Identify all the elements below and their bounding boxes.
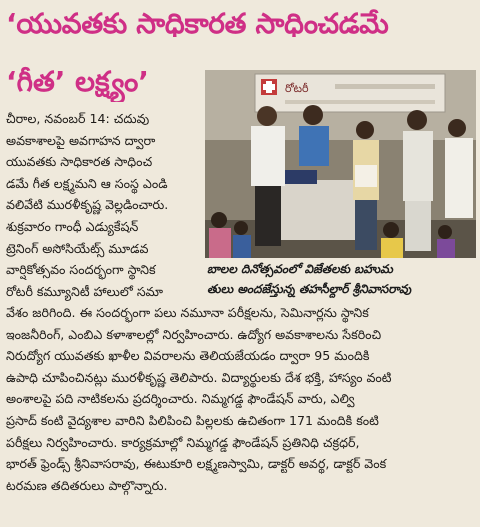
column-line: రోటరీ కమ్యూనిటీ హాలులో సమా: [6, 283, 164, 299]
body-line: పరీక్షలు నిర్వహించారు. కార్యక్రమాల్లో నిమ్మగడ్డ ఫౌండేషన్ ప్రతినిధి చక్రధర్,: [6, 434, 360, 450]
column-line: వలివేటి మురళీకృష్ణ వెల్లడించారు.: [6, 197, 169, 213]
article-column-text: [6, 108, 202, 302]
body-line: వేశం జరిగింది. ఈ సందర్భంగా పలు నమూనా పరీక్షలను, సెమినార్లను స్థానిక: [6, 305, 369, 320]
body-line: భారత్ ఫ్రెండ్స్ శ్రీనివాసరావు, ఈటుకూరి లక్ష్మణస్వామి, డాక్టర్ అవర్థ, డాక్టర్ వెంక: [6, 456, 387, 472]
body-line: టరమణ తదితరులు పాల్గొన్నారు.: [6, 477, 168, 493]
event-photo: [205, 70, 476, 258]
caption-line: బాలల దినోత్సవంలో విజేతలకు బహుమ: [207, 262, 393, 276]
headline-line-1: ‘యువతకు సాధికారత సాధించడమే: [6, 7, 389, 40]
column-line: యువతకు సాధికారత సాధించ: [6, 154, 153, 170]
body-line: ఇంజనీరింగ్, ఎంబిఎ కళాశాలల్లో నిర్వహించారు. ఉద్యోగ అవకాశాలను సేకరించి: [6, 326, 382, 342]
body-line: ఉపాధి చూపించినట్లు మురళీకృష్ణ తెలిపారు. విద్యార్థులకు దేశ భక్తి, హాస్యం వంటి: [6, 369, 392, 385]
column-line: డమే గీత లక్ష్మమని ఆ సంస్థ ఎండి: [6, 175, 168, 191]
body-line: నిరుద్యోగ యువతకు ఖాళీల వివరాలను తెలియజేయడం ద్వారా 95 మందికి: [6, 348, 370, 364]
body-line: ప్రసాద్ కంటి వైద్యశాల వారిని పిలిపించి పిల్లలకు ఉచితంగా 171 మందికి కంటి: [6, 412, 379, 428]
column-line: ట్రెనింగ్ అసోసియేట్స్ మూడవ: [6, 240, 149, 256]
headline-line-2: ‘గీత’ లక్ష్యం’: [6, 65, 149, 98]
article-body-text: [6, 302, 474, 496]
column-line: వార్షికోత్సవం సందర్భంగా స్థానిక: [6, 262, 156, 278]
column-line: అవకాశాలపై అవగాహన ద్వారా: [6, 132, 156, 148]
photo-caption: [207, 259, 475, 299]
column-line: శుక్రవారం గాంధీ ఎడ్యుకేషన్: [6, 218, 139, 234]
banner-text: రోటరీ: [285, 82, 309, 95]
caption-line: తులు అందజేస్తున్న తహసీల్దార్ శ్రీనివాసరావు: [207, 282, 412, 296]
column-line: చీరాల, నవంబర్ 14: చదువు: [6, 111, 150, 126]
body-line: అంశాలపై పది నాటికలను ప్రదర్శించారు. నిమ్మగడ్డ ఫౌండేషన్ వారు, ఎల్వి: [6, 391, 355, 407]
